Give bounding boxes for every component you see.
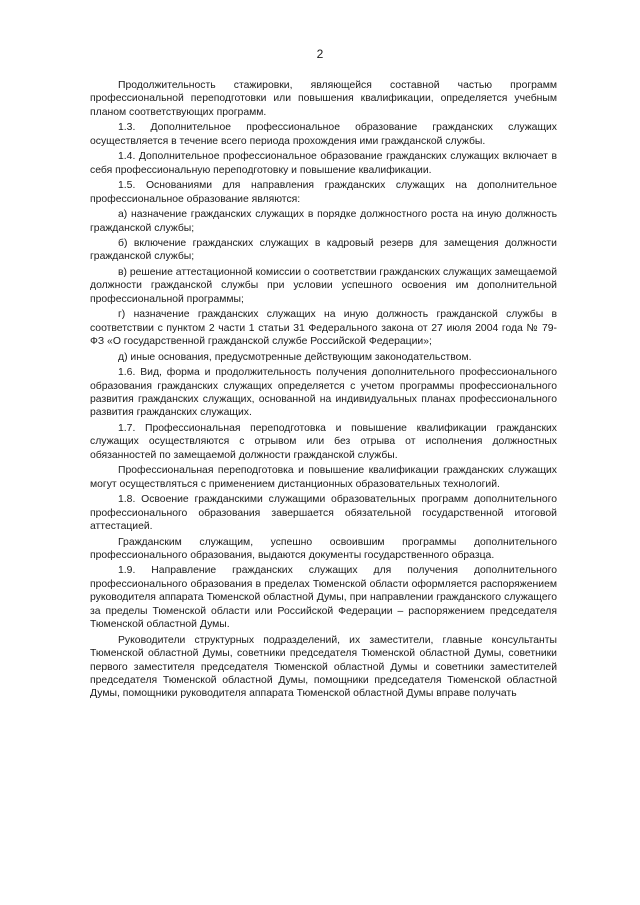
paragraph-1-9: 1.9. Направление гражданских служащих для получения дополнительного профессионального образования в пределах Тюменской области оформляется распоряжением руководителя аппарата Тюменской областной Думы, при направлении гражданского служащего за пределы Тюменской области или Российской Федерации – распоряжением председателя Тюменской областной Думы.: [90, 565, 557, 631]
paragraph-1-7: 1.7. Профессиональная переподготовка и повышение квалификации гражданских служащих осуществляются с отрывом или без отрыва от исполнения должностных обязанностей по замещаемой должности гражданской службы.: [90, 422, 557, 461]
page-number: 2: [316, 47, 324, 61]
paragraph-1-8: 1.8. Освоение гражданскими служащими образовательных программ дополнительного профессионального образования завершается обязательной государственной итоговой аттестацией.: [90, 494, 557, 533]
paragraph-1-5-d: д) иные основания, предусмотренные действующим законодательством.: [118, 351, 472, 363]
paragraph-1-5-b: б) включение гражданских служащих в кадровый резерв для замещения должности гражданской службы;: [90, 237, 557, 263]
document-body: [90, 79, 557, 701]
paragraph-1-5-v: в) решение аттестационной комиссии о соответствии гражданских служащих замещаемой должности гражданской службы при условии успешного освоения им дополнительной профессиональной программы;: [90, 266, 557, 305]
paragraph-distance-learning: Профессиональная переподготовка и повышение квалификации гражданских служащих могут осуществляться с применением дистанционных образовательных технологий.: [90, 465, 557, 490]
paragraph-1-6: 1.6. Вид, форма и продолжительность получения дополнительного профессионального образования гражданских служащих определяется с учетом программы профессионального развития гражданских служащих, основанной на индивидуальных планах профессионального развития гражданских служащих.: [90, 367, 557, 419]
paragraph-certificates: Гражданским служащим, успешно освоившим программы дополнительного профессионального образования, выдаются документы государственного образца.: [90, 536, 557, 561]
paragraph-1-3: 1.3. Дополнительное профессиональное образование гражданских служащих осуществляется в течение всего периода прохождения ими гражданской службы.: [90, 122, 557, 147]
paragraph-managers: Руководители структурных подразделений, их заместители, главные консультанты Тюменской областной Думы, советники председателя Тюменской областной Думы, советники первого заместителя председателя Тюменской областной Думы и советники заместителей председателя Тюменской областной Думы, помощники председателя Тюменской областной Думы, помощники руководителя аппарата Тюменской областной Думы вправе получать: [90, 634, 557, 700]
paragraph-1-5-g: г) назначение гражданских служащих на иную должность гражданской службы в соответствии с пунктом 2 части 1 статьи 31 Федерального закона от 27 июля 2004 года № 79-ФЗ «О государственной гражданской службе Российской Федерации»;: [90, 309, 557, 348]
paragraph-internship-duration: Продолжительность стажировки, являющейся составной частью программ профессиональной переподготовки или повышения квалификации, определяется учебным планом соответствующих программ.: [90, 80, 557, 118]
paragraph-1-5: 1.5. Основаниями для направления гражданских служащих на дополнительное профессиональное образование являются:: [90, 180, 557, 205]
paragraph-1-5-a: а) назначение гражданских служащих в порядке должностного роста на иную должность гражданской службы;: [90, 209, 557, 234]
paragraph-1-4: 1.4. Дополнительное профессиональное образование гражданских служащих включает в себя профессиональную переподготовку и повышение квалификации.: [90, 151, 557, 176]
